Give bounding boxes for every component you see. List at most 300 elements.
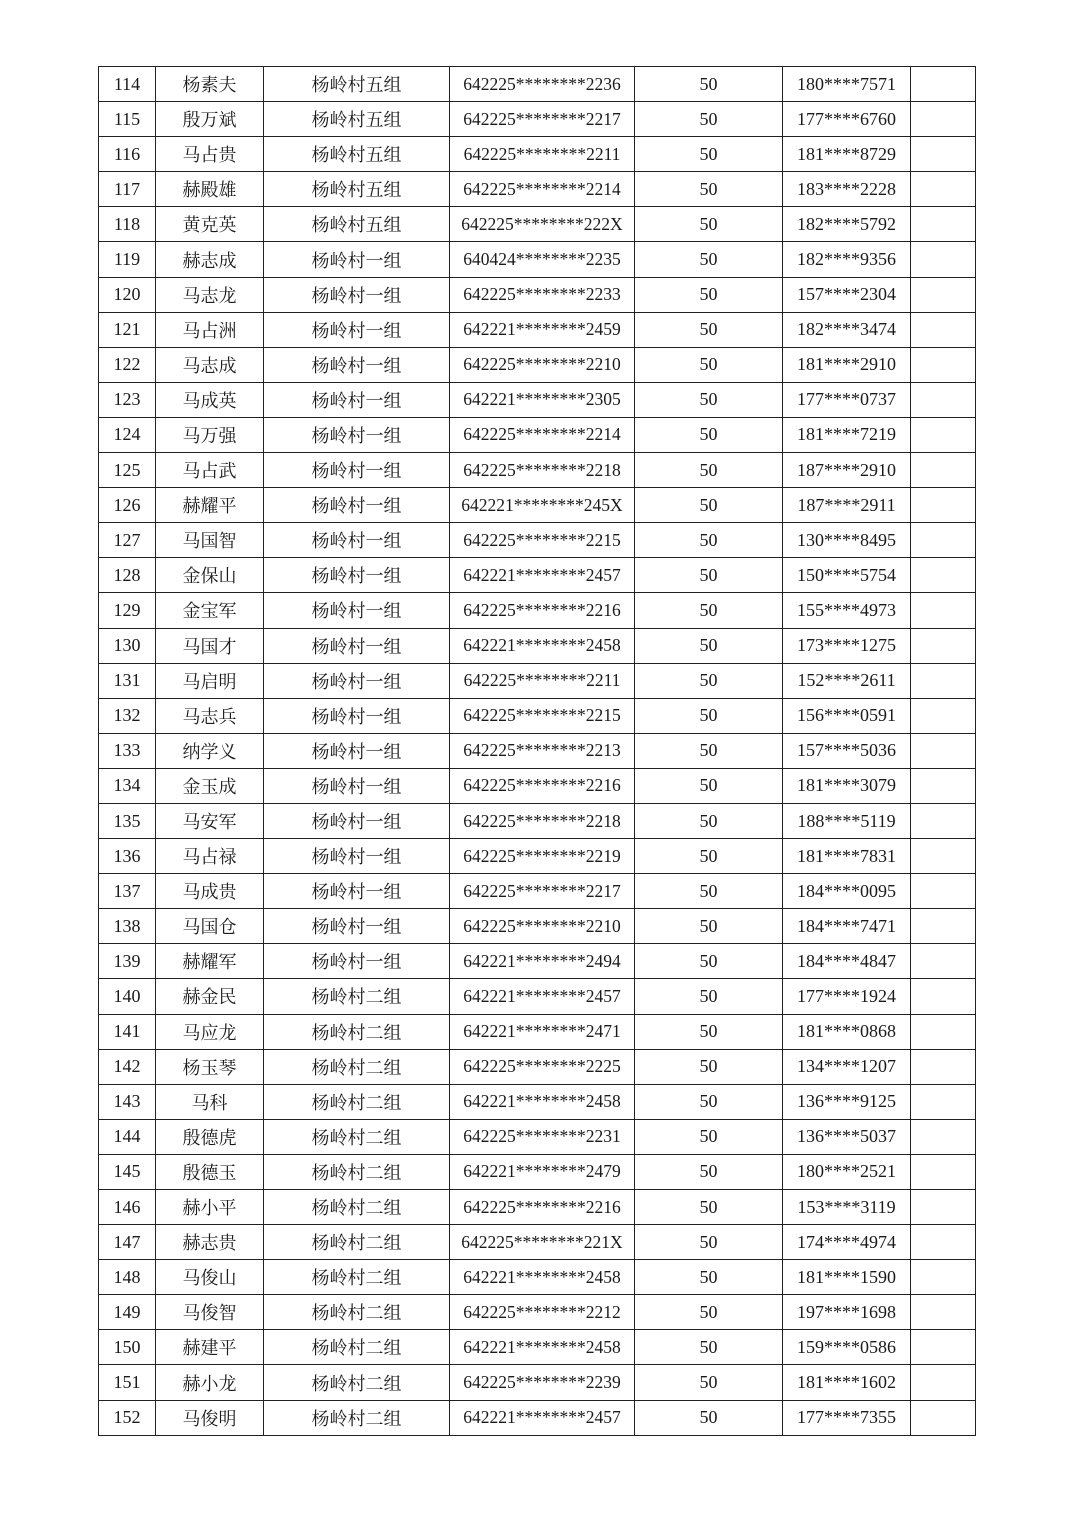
person-name-cell: 赫小平 [156, 1190, 264, 1225]
phone-number-cell: 173****1275 [783, 628, 911, 663]
id-number-cell: 642225********2211 [450, 663, 635, 698]
table-row [99, 1400, 976, 1435]
remark-cell [911, 417, 976, 452]
remark-cell [911, 1330, 976, 1365]
id-number-cell: 642221********2494 [450, 944, 635, 979]
row-number-cell: 144 [99, 1119, 156, 1154]
phone-number-cell: 187****2910 [783, 453, 911, 488]
person-name-cell: 赫殿雄 [156, 172, 264, 207]
phone-number-cell: 184****7471 [783, 909, 911, 944]
phone-number-cell: 177****7355 [783, 1400, 911, 1435]
remark-cell [911, 803, 976, 838]
village-group-cell: 杨岭村二组 [264, 979, 450, 1014]
person-name-cell: 赫小龙 [156, 1365, 264, 1400]
amount-cell: 50 [635, 1330, 783, 1365]
person-name-cell: 马成贵 [156, 874, 264, 909]
remark-cell [911, 1365, 976, 1400]
person-name-cell: 马国仓 [156, 909, 264, 944]
id-number-cell: 642225********2214 [450, 417, 635, 452]
phone-number-cell: 181****0868 [783, 1014, 911, 1049]
amount-cell: 50 [635, 347, 783, 382]
table-row [99, 909, 976, 944]
person-name-cell: 金玉成 [156, 768, 264, 803]
phone-number-cell: 184****4847 [783, 944, 911, 979]
row-number-cell: 141 [99, 1014, 156, 1049]
remark-cell [911, 593, 976, 628]
remark-cell [911, 523, 976, 558]
amount-cell: 50 [635, 417, 783, 452]
amount-cell: 50 [635, 207, 783, 242]
id-number-cell: 642225********2215 [450, 523, 635, 558]
person-name-cell: 马俊山 [156, 1260, 264, 1295]
id-number-cell: 642225********2239 [450, 1365, 635, 1400]
table-row [99, 1190, 976, 1225]
person-name-cell: 杨素夫 [156, 67, 264, 102]
phone-number-cell: 181****7831 [783, 839, 911, 874]
id-number-cell: 642221********2458 [450, 628, 635, 663]
person-name-cell: 马占贵 [156, 137, 264, 172]
id-number-cell: 642221********2305 [450, 382, 635, 417]
person-name-cell: 马俊智 [156, 1295, 264, 1330]
amount-cell: 50 [635, 67, 783, 102]
amount-cell: 50 [635, 663, 783, 698]
person-name-cell: 金宝军 [156, 593, 264, 628]
amount-cell: 50 [635, 312, 783, 347]
person-name-cell: 马俊明 [156, 1400, 264, 1435]
row-number-cell: 151 [99, 1365, 156, 1400]
amount-cell: 50 [635, 944, 783, 979]
row-number-cell: 132 [99, 698, 156, 733]
id-number-cell: 642225********2219 [450, 839, 635, 874]
table-row [99, 102, 976, 137]
id-number-cell: 642225********2210 [450, 347, 635, 382]
village-group-cell: 杨岭村五组 [264, 102, 450, 137]
id-number-cell: 642225********222X [450, 207, 635, 242]
phone-number-cell: 130****8495 [783, 523, 911, 558]
id-number-cell: 642225********2213 [450, 733, 635, 768]
person-name-cell: 赫建平 [156, 1330, 264, 1365]
person-name-cell: 赫金民 [156, 979, 264, 1014]
remark-cell [911, 453, 976, 488]
table-row [99, 1295, 976, 1330]
village-group-cell: 杨岭村一组 [264, 312, 450, 347]
amount-cell: 50 [635, 768, 783, 803]
id-number-cell: 642225********2216 [450, 593, 635, 628]
person-name-cell: 金保山 [156, 558, 264, 593]
amount-cell: 50 [635, 1400, 783, 1435]
person-name-cell: 殷德玉 [156, 1154, 264, 1189]
phone-number-cell: 152****2611 [783, 663, 911, 698]
phone-number-cell: 181****7219 [783, 417, 911, 452]
table-row [99, 733, 976, 768]
phone-number-cell: 156****0591 [783, 698, 911, 733]
phone-number-cell: 181****2910 [783, 347, 911, 382]
table-row [99, 172, 976, 207]
row-number-cell: 118 [99, 207, 156, 242]
amount-cell: 50 [635, 172, 783, 207]
village-group-cell: 杨岭村一组 [264, 803, 450, 838]
row-number-cell: 142 [99, 1049, 156, 1084]
village-group-cell: 杨岭村二组 [264, 1049, 450, 1084]
id-number-cell: 642225********2218 [450, 453, 635, 488]
table-row [99, 663, 976, 698]
remark-cell [911, 488, 976, 523]
village-group-cell: 杨岭村一组 [264, 874, 450, 909]
remark-cell [911, 628, 976, 663]
table-row [99, 1260, 976, 1295]
amount-cell: 50 [635, 488, 783, 523]
remark-cell [911, 1260, 976, 1295]
table-row [99, 1330, 976, 1365]
remark-cell [911, 663, 976, 698]
village-group-cell: 杨岭村一组 [264, 768, 450, 803]
person-name-cell: 马万强 [156, 417, 264, 452]
person-name-cell: 马应龙 [156, 1014, 264, 1049]
id-number-cell: 642221********2471 [450, 1014, 635, 1049]
row-number-cell: 145 [99, 1154, 156, 1189]
phone-number-cell: 182****5792 [783, 207, 911, 242]
village-group-cell: 杨岭村一组 [264, 593, 450, 628]
id-number-cell: 642225********2212 [450, 1295, 635, 1330]
row-number-cell: 130 [99, 628, 156, 663]
remark-cell [911, 768, 976, 803]
amount-cell: 50 [635, 1119, 783, 1154]
village-group-cell: 杨岭村二组 [264, 1295, 450, 1330]
person-name-cell: 马占禄 [156, 839, 264, 874]
table-row [99, 242, 976, 277]
table-row [99, 417, 976, 452]
row-number-cell: 115 [99, 102, 156, 137]
table-row [99, 1084, 976, 1119]
row-number-cell: 137 [99, 874, 156, 909]
amount-cell: 50 [635, 1295, 783, 1330]
id-number-cell: 642225********2233 [450, 277, 635, 312]
phone-number-cell: 150****5754 [783, 558, 911, 593]
phone-number-cell: 188****5119 [783, 803, 911, 838]
table-row [99, 523, 976, 558]
person-name-cell: 殷德虎 [156, 1119, 264, 1154]
remark-cell [911, 1084, 976, 1119]
phone-number-cell: 183****2228 [783, 172, 911, 207]
amount-cell: 50 [635, 1365, 783, 1400]
row-number-cell: 121 [99, 312, 156, 347]
phone-number-cell: 153****3119 [783, 1190, 911, 1225]
remark-cell [911, 67, 976, 102]
village-group-cell: 杨岭村一组 [264, 453, 450, 488]
amount-cell: 50 [635, 593, 783, 628]
amount-cell: 50 [635, 277, 783, 312]
row-number-cell: 125 [99, 453, 156, 488]
id-number-cell: 642221********2479 [450, 1154, 635, 1189]
remark-cell [911, 733, 976, 768]
phone-number-cell: 181****8729 [783, 137, 911, 172]
village-group-cell: 杨岭村二组 [264, 1154, 450, 1189]
phone-number-cell: 197****1698 [783, 1295, 911, 1330]
row-number-cell: 129 [99, 593, 156, 628]
village-group-cell: 杨岭村一组 [264, 733, 450, 768]
table-row [99, 839, 976, 874]
table-row [99, 698, 976, 733]
row-number-cell: 135 [99, 803, 156, 838]
person-name-cell: 马国智 [156, 523, 264, 558]
person-name-cell: 赫耀平 [156, 488, 264, 523]
village-group-cell: 杨岭村二组 [264, 1014, 450, 1049]
phone-number-cell: 155****4973 [783, 593, 911, 628]
id-number-cell: 642225********2225 [450, 1049, 635, 1084]
person-name-cell: 马安军 [156, 803, 264, 838]
person-name-cell: 马启明 [156, 663, 264, 698]
remark-cell [911, 172, 976, 207]
phone-number-cell: 136****9125 [783, 1084, 911, 1119]
amount-cell: 50 [635, 242, 783, 277]
id-number-cell: 642221********2457 [450, 1400, 635, 1435]
amount-cell: 50 [635, 1084, 783, 1119]
id-number-cell: 642221********2458 [450, 1330, 635, 1365]
amount-cell: 50 [635, 1154, 783, 1189]
person-name-cell: 殷万斌 [156, 102, 264, 137]
remark-cell [911, 839, 976, 874]
village-group-cell: 杨岭村一组 [264, 663, 450, 698]
amount-cell: 50 [635, 523, 783, 558]
village-group-cell: 杨岭村一组 [264, 382, 450, 417]
person-name-cell: 马国才 [156, 628, 264, 663]
table-row [99, 382, 976, 417]
table-row [99, 1049, 976, 1084]
phone-number-cell: 180****2521 [783, 1154, 911, 1189]
person-name-cell: 赫志成 [156, 242, 264, 277]
person-name-cell: 杨玉琴 [156, 1049, 264, 1084]
table-row [99, 1225, 976, 1260]
id-number-cell: 642221********2457 [450, 979, 635, 1014]
village-group-cell: 杨岭村一组 [264, 347, 450, 382]
village-group-cell: 杨岭村五组 [264, 137, 450, 172]
remark-cell [911, 944, 976, 979]
table-row [99, 593, 976, 628]
amount-cell: 50 [635, 839, 783, 874]
village-group-cell: 杨岭村一组 [264, 909, 450, 944]
phone-number-cell: 174****4974 [783, 1225, 911, 1260]
village-group-cell: 杨岭村一组 [264, 242, 450, 277]
village-group-cell: 杨岭村一组 [264, 944, 450, 979]
row-number-cell: 146 [99, 1190, 156, 1225]
id-number-cell: 642225********2231 [450, 1119, 635, 1154]
village-group-cell: 杨岭村一组 [264, 417, 450, 452]
table-row [99, 1014, 976, 1049]
remark-cell [911, 1225, 976, 1260]
amount-cell: 50 [635, 558, 783, 593]
id-number-cell: 642221********2458 [450, 1084, 635, 1119]
roster-table [98, 66, 976, 1436]
person-name-cell: 马志龙 [156, 277, 264, 312]
table-row [99, 347, 976, 382]
remark-cell [911, 909, 976, 944]
row-number-cell: 139 [99, 944, 156, 979]
phone-number-cell: 177****6760 [783, 102, 911, 137]
table-row [99, 558, 976, 593]
row-number-cell: 126 [99, 488, 156, 523]
table-row [99, 944, 976, 979]
person-name-cell: 马成英 [156, 382, 264, 417]
table-row [99, 803, 976, 838]
id-number-cell: 642225********2216 [450, 768, 635, 803]
phone-number-cell: 136****5037 [783, 1119, 911, 1154]
phone-number-cell: 134****1207 [783, 1049, 911, 1084]
row-number-cell: 120 [99, 277, 156, 312]
amount-cell: 50 [635, 1049, 783, 1084]
remark-cell [911, 137, 976, 172]
row-number-cell: 149 [99, 1295, 156, 1330]
phone-number-cell: 184****0095 [783, 874, 911, 909]
village-group-cell: 杨岭村二组 [264, 1084, 450, 1119]
row-number-cell: 123 [99, 382, 156, 417]
id-number-cell: 642225********2216 [450, 1190, 635, 1225]
amount-cell: 50 [635, 137, 783, 172]
id-number-cell: 642221********2458 [450, 1260, 635, 1295]
table-row [99, 137, 976, 172]
remark-cell [911, 1295, 976, 1330]
row-number-cell: 134 [99, 768, 156, 803]
remark-cell [911, 102, 976, 137]
table-row [99, 453, 976, 488]
amount-cell: 50 [635, 453, 783, 488]
remark-cell [911, 242, 976, 277]
amount-cell: 50 [635, 628, 783, 663]
phone-number-cell: 157****5036 [783, 733, 911, 768]
amount-cell: 50 [635, 698, 783, 733]
id-number-cell: 642225********2217 [450, 874, 635, 909]
person-name-cell: 马科 [156, 1084, 264, 1119]
person-name-cell: 黄克英 [156, 207, 264, 242]
table-row [99, 277, 976, 312]
phone-number-cell: 187****2911 [783, 488, 911, 523]
person-name-cell: 赫耀军 [156, 944, 264, 979]
row-number-cell: 152 [99, 1400, 156, 1435]
id-number-cell: 642225********221X [450, 1225, 635, 1260]
person-name-cell: 马志兵 [156, 698, 264, 733]
remark-cell [911, 347, 976, 382]
table-row [99, 312, 976, 347]
id-number-cell: 642225********2210 [450, 909, 635, 944]
phone-number-cell: 159****0586 [783, 1330, 911, 1365]
row-number-cell: 150 [99, 1330, 156, 1365]
amount-cell: 50 [635, 1260, 783, 1295]
id-number-cell: 642225********2214 [450, 172, 635, 207]
row-number-cell: 143 [99, 1084, 156, 1119]
id-number-cell: 642221********2457 [450, 558, 635, 593]
phone-number-cell: 181****1590 [783, 1260, 911, 1295]
remark-cell [911, 1119, 976, 1154]
row-number-cell: 148 [99, 1260, 156, 1295]
amount-cell: 50 [635, 733, 783, 768]
remark-cell [911, 698, 976, 733]
remark-cell [911, 1154, 976, 1189]
id-number-cell: 642225********2218 [450, 803, 635, 838]
amount-cell: 50 [635, 382, 783, 417]
amount-cell: 50 [635, 102, 783, 137]
phone-number-cell: 182****3474 [783, 312, 911, 347]
amount-cell: 50 [635, 979, 783, 1014]
id-number-cell: 642225********2217 [450, 102, 635, 137]
remark-cell [911, 1049, 976, 1084]
village-group-cell: 杨岭村二组 [264, 1119, 450, 1154]
table-row [99, 488, 976, 523]
row-number-cell: 140 [99, 979, 156, 1014]
row-number-cell: 116 [99, 137, 156, 172]
row-number-cell: 133 [99, 733, 156, 768]
remark-cell [911, 382, 976, 417]
remark-cell [911, 874, 976, 909]
amount-cell: 50 [635, 1225, 783, 1260]
remark-cell [911, 558, 976, 593]
village-group-cell: 杨岭村五组 [264, 172, 450, 207]
village-group-cell: 杨岭村二组 [264, 1400, 450, 1435]
phone-number-cell: 181****3079 [783, 768, 911, 803]
person-name-cell: 马志成 [156, 347, 264, 382]
phone-number-cell: 182****9356 [783, 242, 911, 277]
id-number-cell: 642225********2211 [450, 137, 635, 172]
roster-body [99, 67, 976, 1436]
remark-cell [911, 207, 976, 242]
id-number-cell: 642221********245X [450, 488, 635, 523]
table-row [99, 768, 976, 803]
row-number-cell: 119 [99, 242, 156, 277]
remark-cell [911, 979, 976, 1014]
amount-cell: 50 [635, 874, 783, 909]
id-number-cell: 640424********2235 [450, 242, 635, 277]
table-row [99, 1365, 976, 1400]
row-number-cell: 128 [99, 558, 156, 593]
village-group-cell: 杨岭村五组 [264, 67, 450, 102]
remark-cell [911, 312, 976, 347]
village-group-cell: 杨岭村一组 [264, 277, 450, 312]
person-name-cell: 赫志贵 [156, 1225, 264, 1260]
person-name-cell: 马占武 [156, 453, 264, 488]
remark-cell [911, 1400, 976, 1435]
amount-cell: 50 [635, 909, 783, 944]
village-group-cell: 杨岭村二组 [264, 1330, 450, 1365]
phone-number-cell: 177****1924 [783, 979, 911, 1014]
village-group-cell: 杨岭村二组 [264, 1260, 450, 1295]
village-group-cell: 杨岭村二组 [264, 1225, 450, 1260]
remark-cell [911, 277, 976, 312]
phone-number-cell: 177****0737 [783, 382, 911, 417]
village-group-cell: 杨岭村一组 [264, 488, 450, 523]
table-row [99, 1119, 976, 1154]
row-number-cell: 131 [99, 663, 156, 698]
village-group-cell: 杨岭村一组 [264, 523, 450, 558]
row-number-cell: 114 [99, 67, 156, 102]
id-number-cell: 642225********2215 [450, 698, 635, 733]
table-row [99, 1154, 976, 1189]
village-group-cell: 杨岭村一组 [264, 839, 450, 874]
village-group-cell: 杨岭村一组 [264, 698, 450, 733]
remark-cell [911, 1014, 976, 1049]
row-number-cell: 147 [99, 1225, 156, 1260]
row-number-cell: 124 [99, 417, 156, 452]
phone-number-cell: 180****7571 [783, 67, 911, 102]
person-name-cell: 纳学义 [156, 733, 264, 768]
person-name-cell: 马占洲 [156, 312, 264, 347]
table-row [99, 628, 976, 663]
amount-cell: 50 [635, 1014, 783, 1049]
row-number-cell: 122 [99, 347, 156, 382]
row-number-cell: 138 [99, 909, 156, 944]
table-row [99, 979, 976, 1014]
row-number-cell: 127 [99, 523, 156, 558]
phone-number-cell: 181****1602 [783, 1365, 911, 1400]
remark-cell [911, 1190, 976, 1225]
amount-cell: 50 [635, 1190, 783, 1225]
